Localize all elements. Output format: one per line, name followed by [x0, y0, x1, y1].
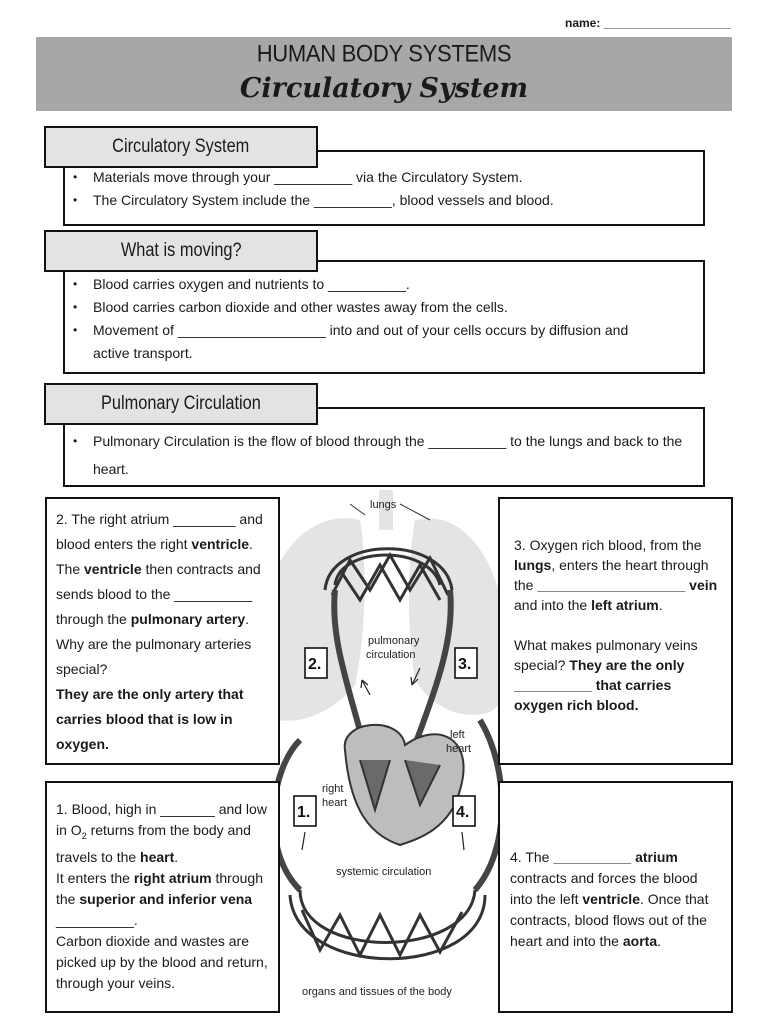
page-title: HUMAN BODY SYSTEMS	[256, 39, 512, 68]
label-left-heart: heart	[446, 743, 472, 755]
bullet-item: • Movement of ___________________ into and out of your cells occurs by diffusion and active transport.	[93, 319, 667, 365]
svg-text:4.: 4.	[456, 804, 470, 821]
page-subtitle: Circulatory System	[239, 73, 529, 104]
bullet-item: • Materials move through your __________ via the Circulatory System.	[93, 166, 703, 189]
answer-text: They are the only __________ that carries oxygen rich blood.	[514, 657, 685, 713]
label-systemic: systemic circulation	[336, 866, 432, 878]
systemic-capillaries	[290, 890, 485, 959]
section-tab-moving: What is moving?	[44, 230, 318, 272]
name-field-label: name: ___________________	[565, 16, 731, 30]
label-organs: organs and tissues of the body	[302, 986, 452, 998]
section-tab-pulmonary: Pulmonary Circulation	[44, 383, 318, 425]
label-left: left	[450, 729, 465, 741]
svg-text:3.: 3.	[458, 656, 472, 673]
bullet-item: • Pulmonary Circulation is the flow of blood through the __________ to the lungs and back to the heart.	[93, 427, 683, 483]
answer-text: They are the only artery that carries blood that is low in oxygen.	[56, 686, 244, 752]
label-lungs: lungs	[370, 499, 397, 511]
svg-text:2.: 2.	[308, 656, 322, 673]
marker-1	[294, 796, 316, 826]
circulatory-diagram	[240, 490, 530, 1010]
title-banner	[36, 37, 732, 111]
what-is-moving-box	[63, 260, 705, 374]
marker-2	[305, 648, 327, 678]
bullet-item: • Blood carries carbon dioxide and other wastes away from the cells.	[93, 296, 667, 319]
step-2-panel: 2. The right atrium ________ and blood enters the right ventricle. The ventricle then contracts and sends blood to the __________ through the pulmonary artery. Why are the pulmonary arteries special? They are the only artery that carries blood that is low in oxygen.	[45, 497, 280, 765]
bullet-item: • Blood carries oxygen and nutrients to __________.	[93, 273, 667, 296]
step-1-panel: 1. Blood, high in _______ and low in $O_2$ returns from the body and travels to the heart. It enters the right atrium through the superior and inferior vena __________. Carbon dioxide and wastes are picked up by the blood and return, through your veins.	[45, 781, 280, 1013]
label-right-heart: heart	[322, 797, 348, 809]
label-right: right	[322, 783, 344, 795]
bullet-item: • The Circulatory System include the __________, blood vessels and blood.	[93, 189, 703, 212]
section-tab-circulatory: Circulatory System	[44, 126, 318, 168]
marker-4	[453, 796, 475, 826]
marker-3	[455, 648, 477, 678]
label-pulmonary: pulmonary	[368, 635, 420, 647]
step-4-panel: 4. The __________ atrium contracts and forces the blood into the left ventricle. Once that contracts, blood flows out of the heart and into the aorta.	[498, 781, 733, 1013]
svg-text:1.: 1.	[297, 804, 311, 821]
step-3-panel: 3. Oxygen rich blood, from the lungs, enters the heart through the ___________________ vein and into the left atrium. What makes pulmonary veins special? They are the only __________ that carries oxygen rich blood.	[498, 497, 733, 765]
lungs-silhouette	[253, 490, 509, 721]
label-circulation: circulation	[366, 649, 416, 661]
